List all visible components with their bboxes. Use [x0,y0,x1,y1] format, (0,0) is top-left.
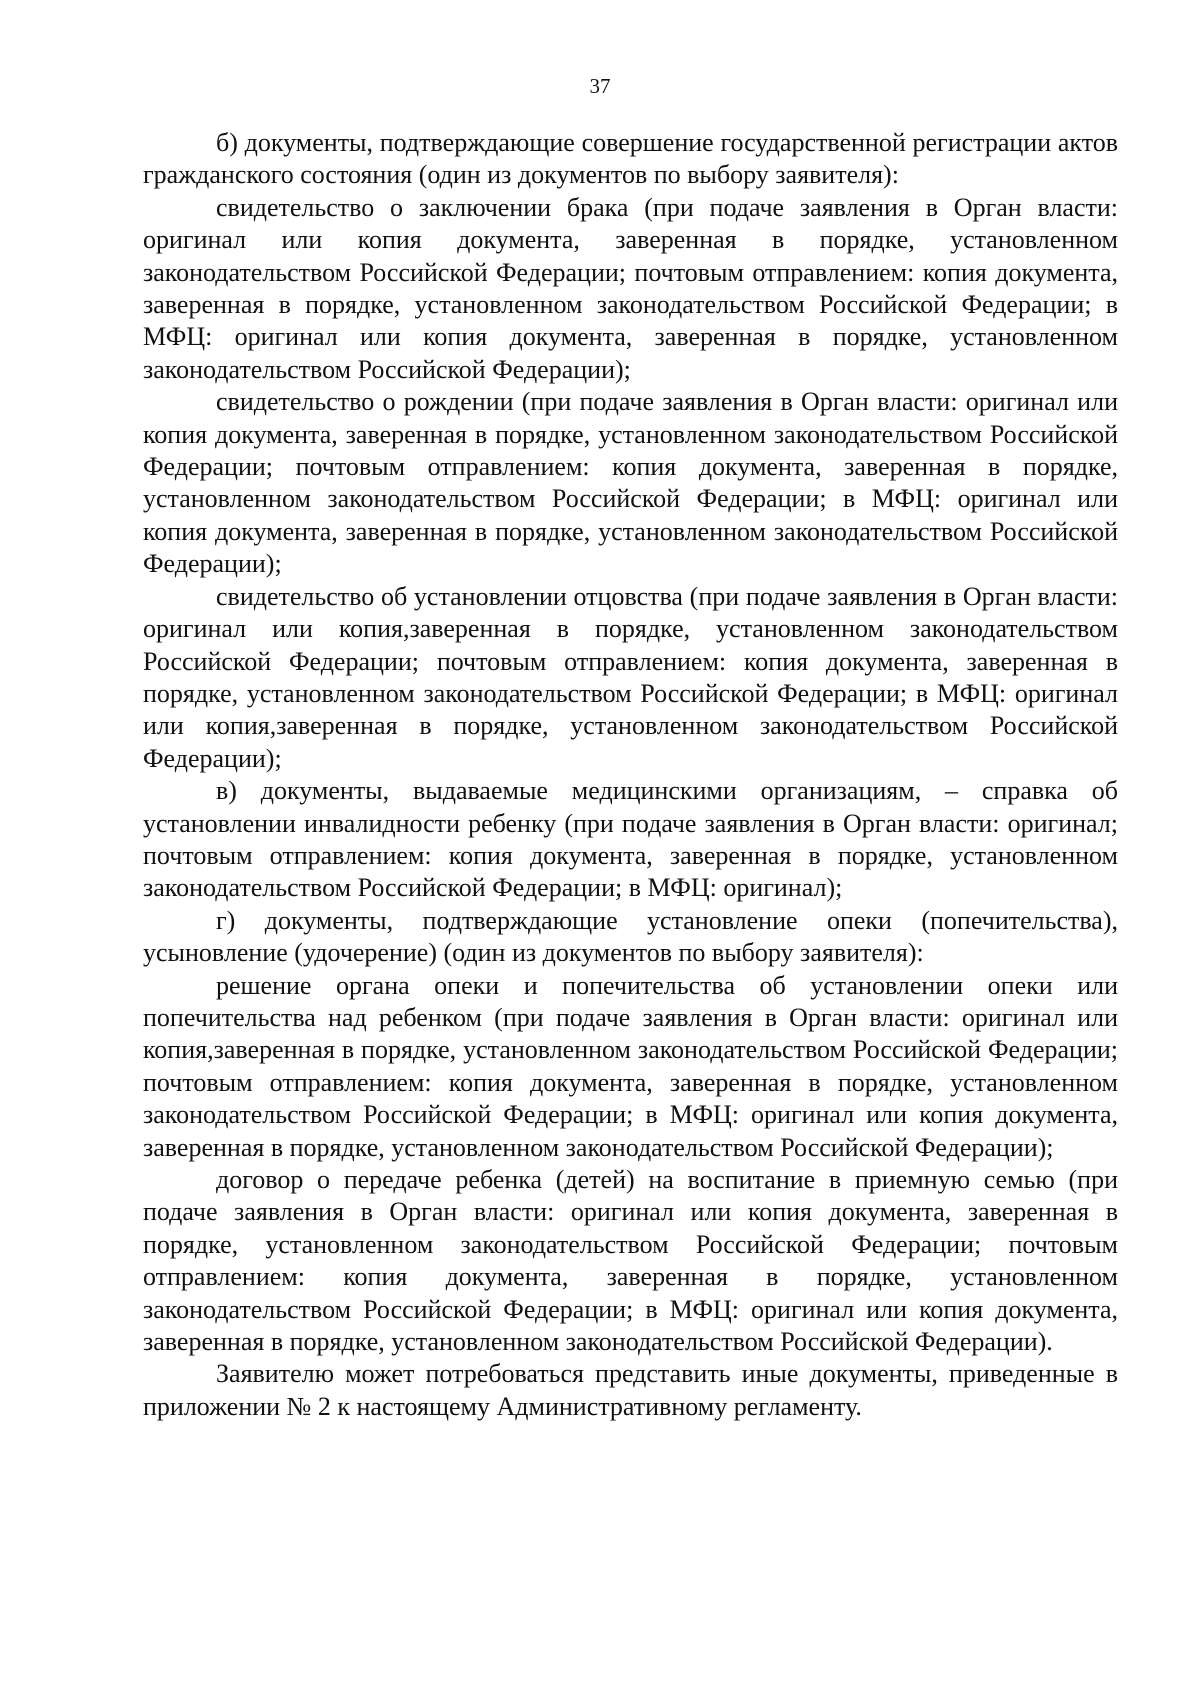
paragraph-other-documents: Заявителю может потребоваться представить иные документы, приведенные в приложении № 2 к настоящему Административному регламенту. [143,1359,1118,1421]
page-number: 37 [589,74,611,98]
paragraph-civil-registration-documents: б) документы, подтверждающие совершение государственной регистрации актов гражданского состояния (один из документов по выбору заявителя): [143,128,1118,190]
paragraph-paternity-certificate: свидетельство об установлении отцовства (при подаче заявления в Орган власти: оригинал или копия,заверенная в порядке, установленном законодательством Российской Федерации; почтовым отправлением: копия документа, заверенная в порядке, установленном законодательством Российской Федерации; в МФЦ: оригинал или копия,заверенная в порядке, установленном законодательством Российской Федерации); [143,581,1118,773]
paragraph-foster-family-agreement: договор о передаче ребенка (детей) на воспитание в приемную семью (при подаче заявления в Орган власти: оригинал или копия документа, заверенная в порядке, установленном законодательством Российской Федерации; почтовым отправлением: копия документа, заверенная в порядке, установленном законодательством Российской Федерации; в МФЦ: оригинал или копия документа, заверенная в порядке, установленном законодательством Российской Федерации). [143,1165,1118,1357]
paragraph-birth-certificate: свидетельство о рождении (при подаче заявления в Орган власти: оригинал или копия документа, заверенная в порядке, установленном законодательством Российской Федерации; почтовым отправлением: копия документа, заверенная в порядке, установленном законодательством Российской Федерации; в МФЦ: оригинал или копия документа, заверенная в порядке, установленном законодательством Российской Федерации); [143,387,1118,579]
paragraph-guardianship-decision: решение органа опеки и попечительства об установлении опеки или попечительства над ребенком (при подаче заявления в Орган власти: оригинал или копия,заверенная в порядке, установленном законодательством Российской Федерации; почтовым отправлением: копия документа, заверенная в порядке, установленном законодательством Российской Федерации; в МФЦ: оригинал или копия документа, заверенная в порядке, установленном законодательством Российской Федерации); [143,970,1118,1162]
document-body [143,127,1118,1423]
paragraph-guardianship-documents: г) документы, подтверждающие установление опеки (попечительства), усыновление (удочерение) (один из документов по выбору заявителя): [143,905,1118,968]
paragraph-marriage-certificate: свидетельство о заключении брака (при подаче заявления в Орган власти: оригинал или копия документа, заверенная в порядке, установленном законодательством Российской Федерации; почтовым отправлением: копия документа, заверенная в порядке, установленном законодательством Российской Федерации; в МФЦ: оригинал или копия документа, заверенная в порядке, установленном законодательством Российской Федерации); [143,192,1118,384]
paragraph-medical-documents: в) документы, выдаваемые медицинскими организациям, – справка об установлении инвалидности ребенку (при подаче заявления в Орган власти: оригинал; почтовым отправлением: копия документа, заверенная в порядке, установленном законодательством Российской Федерации; в МФЦ: оригинал); [143,776,1118,903]
